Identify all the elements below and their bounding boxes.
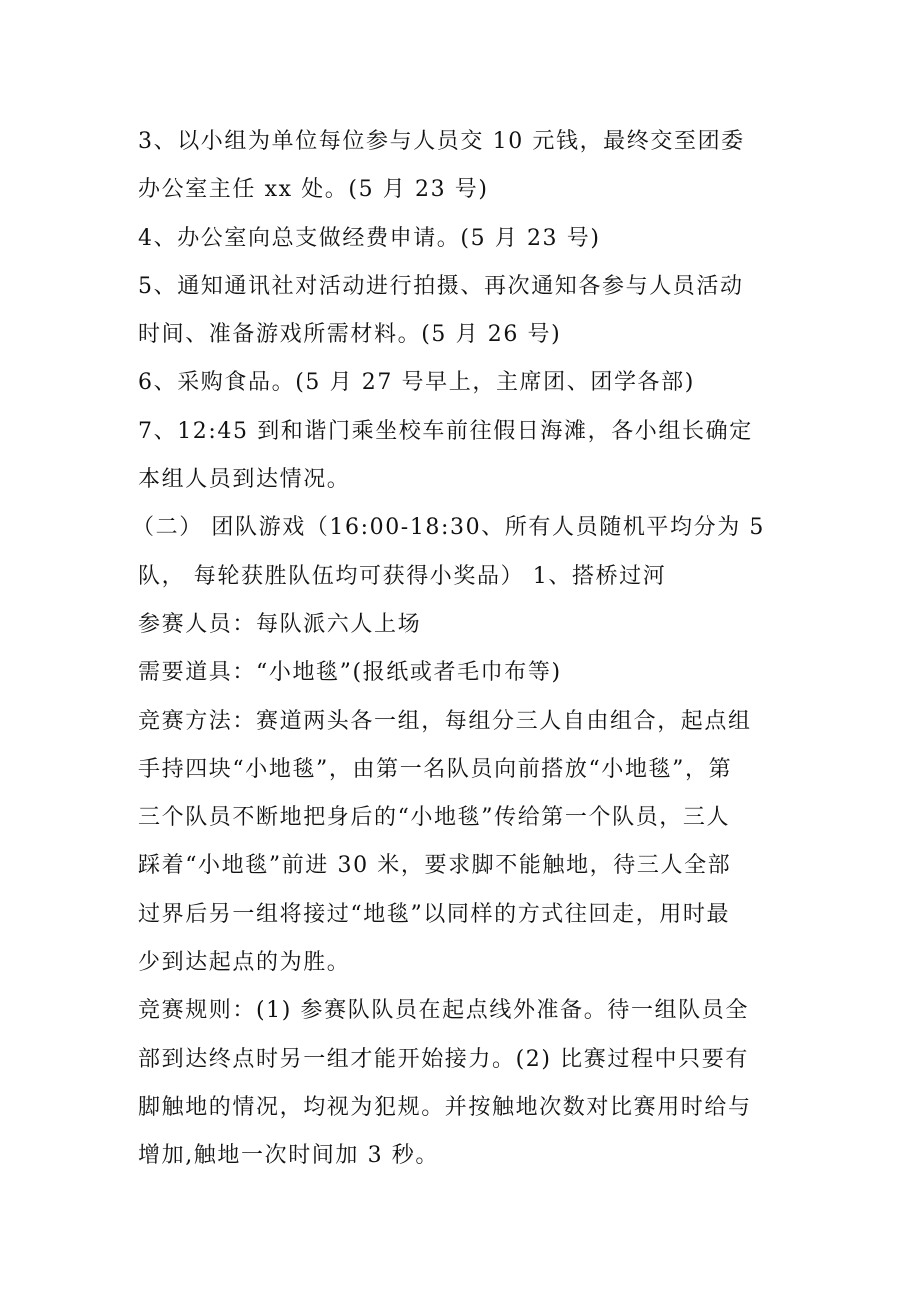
text-line: 3、以小组为单位每位参与人员交 10 元钱，最终交至团委 (138, 129, 745, 154)
text-line: 少到达起点的为胜。 (138, 950, 351, 976)
text-line: 本组人员到达情况。 (138, 467, 351, 493)
text-line: 队， 每轮获胜队伍均可获得小奖品） 1、搭桥过河 (138, 563, 667, 589)
text-line: 增加,触地一次时间加 3 秒。 (138, 1143, 439, 1169)
document-body (132, 118, 788, 1181)
text-line: 7、12:45 到和谐门乘坐校车前往假日海滩，各小组长确定 (138, 418, 753, 444)
text-line: 过界后另一组将接过“地毯”以同样的方式往回走，用时最 (138, 901, 731, 927)
text-line: 竞赛规则：(1) 参赛队队员在起点线外准备。待一组队员全 (138, 998, 749, 1024)
text-line: 脚触地的情况，均视为犯规。并按触地次数对比赛用时给与 (138, 1094, 752, 1120)
text-line: 手持四块“小地毯”，由第一名队员向前搭放“小地毯”，第 (138, 756, 733, 782)
text-line: 踩着“小地毯”前进 30 米，要求脚不能触地，待三人全部 (138, 853, 732, 879)
text-line: 参赛人员：每队派六人上场 (138, 611, 422, 637)
text-line: 4、办公室向总支做经费申请。(5 月 23 号) (138, 225, 601, 251)
section-heading-line: （二） 团队游戏（16:00-18:30、所有人员随机平均分为 5 (132, 515, 766, 541)
text-line: 需要道具：“小地毯”(报纸或者毛巾布等) (138, 660, 562, 686)
text-line: 部到达终点时另一组才能开始接力。(2) 比赛过程中只要有 (138, 1046, 749, 1072)
text-line: 5、通知通讯社对活动进行拍摄、再次通知各参与人员活动 (138, 273, 744, 299)
text-line: 三个队员不断地把身后的“小地毯”传给第一个队员，三人 (138, 805, 731, 831)
text-line: 6、采购食品。(5 月 27 号早上，主席团、团学各部) (138, 370, 695, 396)
text-line: 时间、准备游戏所需材料。(5 月 26 号) (138, 322, 562, 348)
text-line: 竞赛方法：赛道两头各一组，每组分三人自由组合，起点组 (138, 708, 752, 734)
text-line: 办公室主任 xx 处。(5 月 23 号) (138, 177, 489, 203)
